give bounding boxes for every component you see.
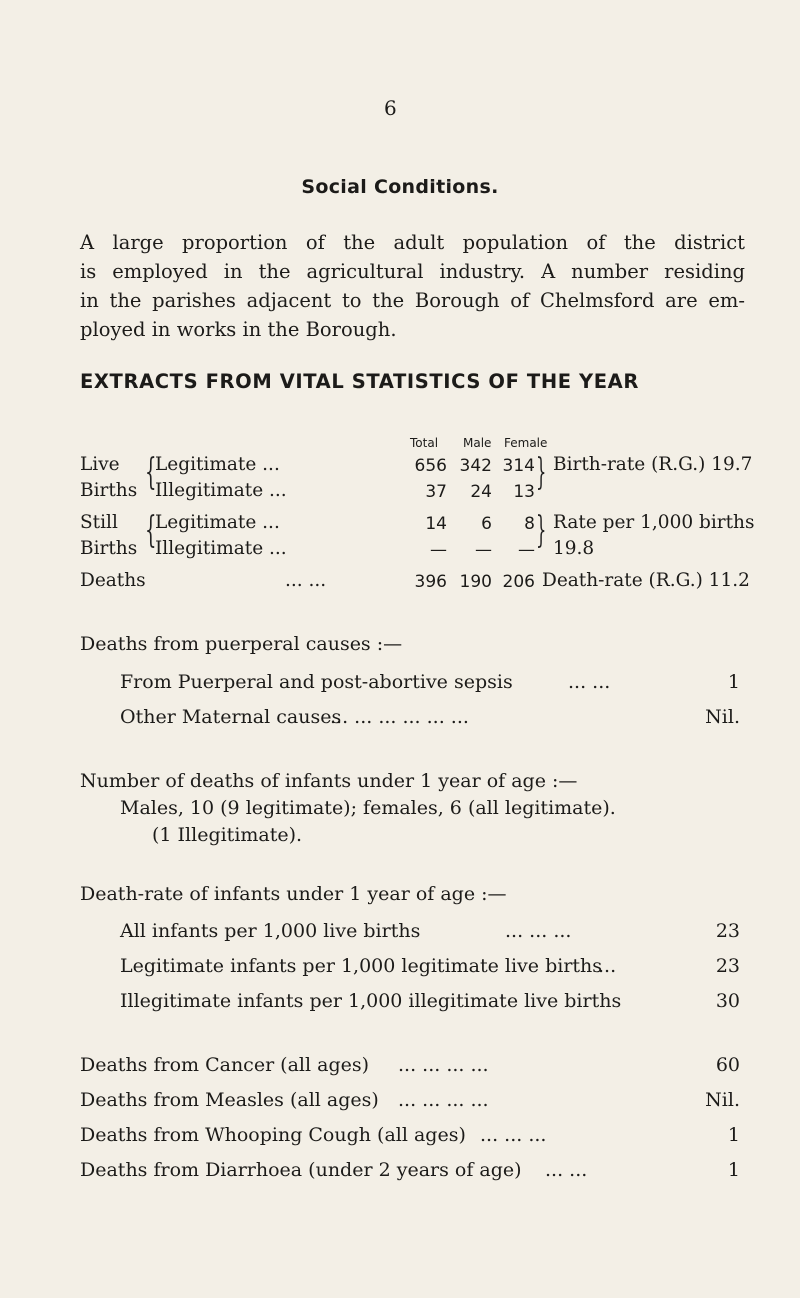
intro-line: in the parishes adjacent to the Borough of Chelmsford are em-: [80, 289, 745, 312]
still-legit-male: 6: [481, 514, 492, 534]
still-illegit-total: —: [430, 540, 447, 560]
death-rate-text: Death-rate (R.G.) 11.2: [542, 570, 750, 591]
page-number: 6: [384, 96, 397, 120]
live-illegit-total: 37: [425, 482, 447, 502]
live-illegit-female: 13: [513, 482, 535, 502]
still-illegit-male: —: [475, 540, 492, 560]
infant-deaths-heading: Number of deaths of infants under 1 year of age :—: [80, 770, 578, 792]
live-legit-female: 314: [502, 456, 535, 476]
still-legit-total: 14: [425, 514, 447, 534]
infant-rate-row-label: Illegitimate infants per 1,000 illegitimate live births: [120, 990, 622, 1012]
cause-death-value: 1: [727, 1159, 740, 1181]
cause-death-value: Nil.: [705, 1089, 740, 1111]
still-legit-female: 8: [524, 514, 535, 534]
infant-rate-row-dots: ...: [598, 955, 617, 977]
section-title: Social Conditions.: [301, 176, 499, 198]
infant-deaths-line-2: (1 Illegitimate).: [152, 824, 303, 846]
still-births-label-2: Births: [80, 538, 138, 559]
column-header-total: Total: [410, 436, 439, 450]
live-illegit-male: 24: [470, 482, 492, 502]
infant-deaths-line-1: Males, 10 (9 legitimate); females, 6 (all legitimate).: [120, 797, 616, 819]
cause-death-value: 60: [715, 1054, 740, 1076]
still-births-label-1: Still: [80, 512, 118, 533]
puerperal-row-label: Other Maternal causes: [120, 706, 342, 728]
cause-death-dots: ... ... ...: [480, 1124, 547, 1146]
cause-death-label: Deaths from Measles (all ages): [80, 1089, 379, 1111]
live-legit-male: 342: [459, 456, 492, 476]
puerperal-row-dots: ... ...: [568, 671, 611, 693]
live-births-label-1: Live: [80, 454, 120, 475]
infant-rate-row-dots: ... ... ...: [505, 920, 572, 942]
column-header-male: Male: [463, 436, 492, 450]
cause-death-dots: ... ...: [545, 1159, 588, 1181]
cause-death-label: Deaths from Diarrhoea (under 2 years of age): [80, 1159, 522, 1181]
still-legit-label: Legitimate ...: [155, 512, 280, 533]
still-rate-line-1: Rate per 1,000 births: [553, 512, 755, 533]
infant-rate-row-value: 23: [715, 920, 740, 942]
puerperal-row-label: From Puerperal and post-abortive sepsis: [120, 671, 513, 693]
deaths-leader-dots: ... ...: [285, 570, 327, 591]
deaths-total: 396: [414, 572, 447, 592]
cause-death-dots: ... ... ... ...: [398, 1089, 489, 1111]
live-births-brace: {: [145, 452, 157, 493]
cause-death-value: 1: [727, 1124, 740, 1146]
infant-rate-row-label: All infants per 1,000 live births: [120, 920, 421, 942]
live-births-label-2: Births: [80, 480, 138, 501]
intro-paragraph: [80, 228, 745, 344]
puerperal-heading: Deaths from puerperal causes :—: [80, 633, 403, 655]
deaths-female: 206: [502, 572, 535, 592]
puerperal-row-value: 1: [727, 671, 740, 693]
infant-rate-row-value: 23: [715, 955, 740, 977]
intro-line: ployed in works in the Borough.: [80, 318, 397, 341]
deaths-male: 190: [459, 572, 492, 592]
intro-line: is employed in the agricultural industry. A number residing: [80, 260, 745, 283]
still-births-right-brace: }: [536, 510, 547, 551]
birth-rate-text: Birth-rate (R.G.) 19.7: [553, 454, 753, 475]
live-illegit-label: Illegitimate ...: [155, 480, 287, 501]
still-births-brace: {: [145, 510, 157, 551]
still-rate-line-2: 19.8: [553, 538, 595, 559]
puerperal-row-dots: ... ... ... ... ... ...: [330, 706, 469, 728]
puerperal-row-value: Nil.: [705, 706, 740, 728]
still-illegit-female: —: [518, 540, 535, 560]
live-legit-label: Legitimate ...: [155, 454, 280, 475]
intro-line: A large proportion of the adult population of the district: [80, 231, 745, 254]
cause-death-label: Deaths from Whooping Cough (all ages): [80, 1124, 466, 1146]
infant-rate-row-label: Legitimate infants per 1,000 legitimate live births: [120, 955, 603, 977]
deaths-label: Deaths: [80, 570, 146, 591]
cause-death-label: Deaths from Cancer (all ages): [80, 1054, 370, 1076]
still-illegit-label: Illegitimate ...: [155, 538, 287, 559]
live-births-right-brace: }: [536, 452, 547, 493]
column-header-female: Female: [504, 436, 548, 450]
infant-rate-row-value: 30: [715, 990, 740, 1012]
live-legit-total: 656: [414, 456, 447, 476]
cause-death-dots: ... ... ... ...: [398, 1054, 489, 1076]
infant-rate-heading: Death-rate of infants under 1 year of age :—: [80, 883, 507, 905]
extracts-heading: EXTRACTS FROM VITAL STATISTICS OF THE YEAR: [80, 370, 639, 393]
